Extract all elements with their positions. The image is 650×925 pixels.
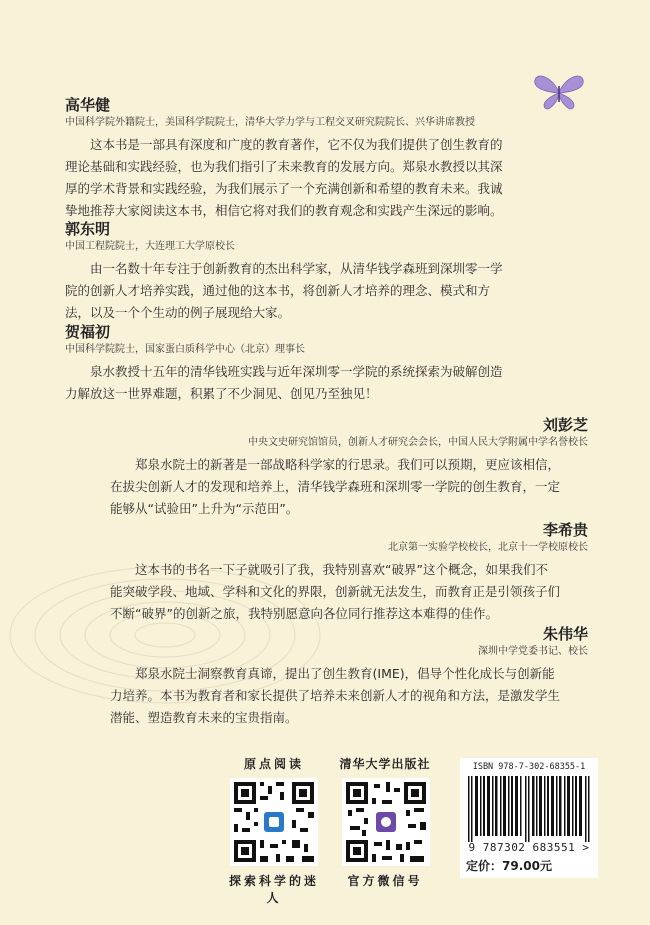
text-line: 能突破学段、地域、学科和文化的界限，创新就无法发生，而教育正是引领孩子们 <box>110 584 561 599</box>
barcode-icon <box>468 776 590 842</box>
text-line: 力培养。本书为教育者和家长提供了培养未来创新人才的视角和方法，是激发学生 <box>110 688 561 703</box>
text-line: 这本书的书名一下子就吸引了我，我特别喜欢“破界”这个概念，如果我们不 <box>135 562 548 577</box>
text-line: 这本书是一部具有深度和广度的教育著作，它不仅为我们提供了创生教育的 <box>90 137 503 152</box>
isbn-barcode-panel <box>460 758 598 878</box>
endorsement-gao <box>65 95 585 222</box>
price-label: 定价：79.00元 <box>466 859 552 873</box>
endorsement-he <box>65 322 585 405</box>
endorsement-text <box>110 559 588 625</box>
endorser-title: 北京第一实验学校校长，北京十一学校原校长 <box>388 542 588 553</box>
text-line: 法，以及一个个生动的例子展现给大家。 <box>65 305 291 320</box>
endorser-name: 李希贵 <box>542 521 588 539</box>
qr-code-icon <box>342 778 430 866</box>
endorser-name: 高华健 <box>65 96 111 114</box>
endorsement-text <box>65 258 585 324</box>
endorser-title: 中国科学院院士，国家蛋白质科学中心（北京）理事长 <box>65 344 305 355</box>
text-line: 在拔尖创新人才的发现和培养上，清华钱学森班和深圳零一学院的创生教育，一定 <box>110 479 561 494</box>
text-line: 由一名数十年专注于创新教育的杰出科学家，从清华钱学森班到深圳零一学 <box>90 261 503 276</box>
qr-right-bottom-label: 官方微信号 <box>347 874 423 888</box>
text-line: 力解放这一世界难题，积累了不少洞见、创见乃至独见！ <box>65 386 378 401</box>
endorsement-li <box>110 520 588 625</box>
text-line: 挚地推荐大家阅读这本书，相信它将对我们的教育观念和实践产生深远的影响。 <box>65 203 503 218</box>
text-line: 理论基础和实践经验，也为我们指引了未来教育的发展方向。郑泉水教授以其深 <box>65 159 503 174</box>
qr-code-left[interactable] <box>230 778 318 866</box>
endorsement-text <box>65 134 585 222</box>
endorser-title: 深圳中学党委书记、校长 <box>478 646 588 657</box>
isbn-text: ISBN 978-7-302-68355-1 <box>472 762 586 772</box>
endorser-name: 刘彭芝 <box>542 416 588 434</box>
text-line: 院的创新人才培养实践，通过他的这本书，将创新人才培养的理念、模式和方 <box>65 283 491 298</box>
endorser-title: 中央文史研究馆馆员，创新人才研究会会长，中国人民大学附属中学名誉校长 <box>248 437 588 448</box>
text-line: 能够从“试验田”上升为“示范田”。 <box>110 501 299 516</box>
endorser-title: 中国工程院院士，大连理工大学原校长 <box>65 241 235 252</box>
endorsement-guo <box>65 219 585 324</box>
barcode-digits: 9 787302 683551 > <box>468 841 590 854</box>
text-line: 潜能、塑造教育未来的宝贵指南。 <box>110 710 298 725</box>
text-line: 厚的学术背景和实践经验，为我们展示了一个充满创新和希望的教育未来。我诚 <box>65 181 503 196</box>
qr-left-bottom-label: 探索科学的迷人 <box>228 874 319 905</box>
endorser-name: 贺福初 <box>65 323 111 341</box>
endorser-name: 朱伟华 <box>542 625 588 643</box>
endorsement-text <box>110 663 588 729</box>
text-line: 郑泉水院士洞察教育真谛，提出了创生教育(IME)，倡导个性化成长与创新能 <box>135 666 555 681</box>
qr-left-top-label: 原点阅读 <box>243 757 304 771</box>
qr-right-top-label: 清华大学出版社 <box>339 757 431 771</box>
endorsement-liu <box>110 415 588 520</box>
endorsement-zhu <box>110 624 588 729</box>
endorser-name: 郭东明 <box>65 220 111 238</box>
qr-code-icon <box>230 778 318 866</box>
endorsement-text <box>65 361 585 405</box>
endorsement-text <box>110 454 588 520</box>
text-line: 郑泉水院士的新著是一部战略科学家的行思录。我们可以预期，更应该相信， <box>135 457 561 472</box>
qr-code-right[interactable] <box>342 778 430 866</box>
text-line: 不断“破界”的创新之旅，我特别愿意向各位同行推荐这本难得的佳作。 <box>110 606 498 621</box>
endorser-title: 中国科学院外籍院士，美国科学院院士，清华大学力学与工程交叉研究院院长、兴华讲席教授 <box>65 117 475 128</box>
text-line: 泉水教授十五年的清华钱班实践与近年深圳零一学院的系统探索为破解创造 <box>90 364 503 379</box>
